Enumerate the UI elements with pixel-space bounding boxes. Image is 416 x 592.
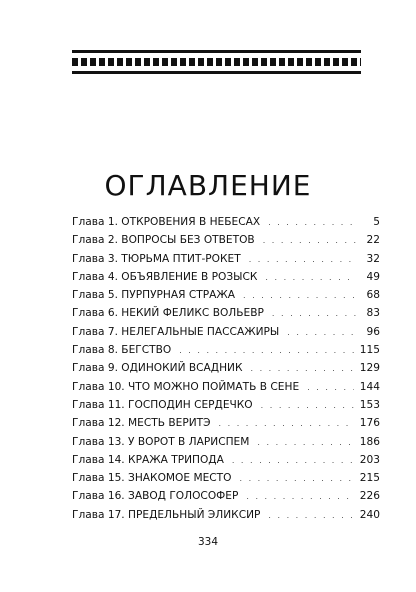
toc-entry-title: Глава 8. БЕГСТВО xyxy=(72,344,172,357)
toc-entry-title: Глава 16. ЗАВОД ГОЛОСОФЕР xyxy=(72,490,239,503)
toc-dot-leader xyxy=(263,236,356,245)
toc-entry-page: 215 xyxy=(359,472,380,485)
toc-entry[interactable] xyxy=(72,326,380,344)
toc-entry-title: Глава 9. ОДИНОКИЙ ВСАДНИК xyxy=(72,362,243,375)
toc-dot-leader xyxy=(249,255,356,264)
toc-dot-leader xyxy=(257,438,353,447)
toc-entry-page: 32 xyxy=(366,252,380,265)
toc-entry-page: 115 xyxy=(359,344,380,357)
toc-entry-title: Глава 15. ЗНАКОМОЕ МЕСТО xyxy=(72,472,232,485)
toc-entry-page: 5 xyxy=(373,216,380,228)
toc-entry[interactable] xyxy=(72,289,380,307)
toc-entry-page: 129 xyxy=(359,362,380,375)
toc-entry-page: 226 xyxy=(359,490,380,503)
toc-dot-leader xyxy=(268,511,353,520)
toc-entry-page: 176 xyxy=(359,417,380,430)
toc-entry-title: Глава 12. МЕСТЬ ВЕРИТЭ xyxy=(72,417,211,430)
border-line-top xyxy=(72,50,361,53)
page-number: 334 xyxy=(197,536,219,548)
toc-entry[interactable] xyxy=(72,307,380,325)
toc-entry[interactable] xyxy=(72,436,380,454)
toc-dot-leader xyxy=(287,328,356,337)
toc-dot-leader xyxy=(219,419,354,428)
toc-entry[interactable] xyxy=(72,399,380,417)
toc-entry-title: Глава 1. ОТКРОВЕНИЯ В НЕБЕСАХ xyxy=(72,216,261,228)
toc-entry-title: Глава 4. ОБЪЯВЛЕНИЕ В РОЗЫСК xyxy=(72,270,258,283)
toc-dot-leader xyxy=(261,401,354,410)
toc-entry-title: Глава 14. КРАЖА ТРИПОДА xyxy=(72,453,224,466)
toc-entry[interactable] xyxy=(72,362,380,380)
toc-entry-title: Глава 17. ПРЕДЕЛЬНЫЙ ЭЛИКСИР xyxy=(72,508,261,521)
toc-entry-page: 22 xyxy=(366,234,380,247)
toc-entry[interactable] xyxy=(72,381,380,399)
toc-entry-page: 83 xyxy=(366,307,380,320)
decorative-border xyxy=(72,50,361,74)
toc-entry[interactable] xyxy=(72,509,380,527)
toc-entry-title: Глава 6. НЕКИЙ ФЕЛИКС ВОЛЬЕВР xyxy=(72,307,264,320)
toc-dot-leader xyxy=(268,218,356,227)
toc-dot-leader xyxy=(307,383,354,392)
toc-entry[interactable] xyxy=(72,216,380,234)
toc-entry[interactable] xyxy=(72,454,380,472)
toc-entry[interactable] xyxy=(72,234,380,252)
toc-entry-page: 153 xyxy=(359,398,380,411)
toc-entry[interactable] xyxy=(72,417,380,435)
toc-entry-title: Глава 10. ЧТО МОЖНО ПОЙМАТЬ В СЕНЕ xyxy=(72,380,300,393)
page-title: ОГЛАВЛЕНИЕ xyxy=(104,168,312,202)
toc-entry-title: Глава 5. ПУРПУРНАЯ СТРАЖА xyxy=(72,289,236,302)
toc-entry[interactable] xyxy=(72,271,380,289)
toc-entry-page: 49 xyxy=(366,270,380,283)
toc-entry-title: Глава 13. У ВОРОТ В ЛАРИСПЕМ xyxy=(72,435,250,448)
border-line-bottom xyxy=(72,71,361,74)
toc-dot-leader xyxy=(265,273,356,282)
toc-dot-leader xyxy=(232,456,354,465)
toc-dot-leader xyxy=(246,492,353,501)
toc-dot-leader xyxy=(250,364,353,373)
toc-dot-leader xyxy=(243,291,356,300)
border-pattern xyxy=(72,58,361,66)
toc-entry-page: 96 xyxy=(366,325,380,338)
toc-entry-page: 68 xyxy=(366,289,380,302)
toc-entry[interactable] xyxy=(72,344,380,362)
toc-entry-title: Глава 2. ВОПРОСЫ БЕЗ ОТВЕТОВ xyxy=(72,234,255,247)
toc-dot-leader xyxy=(240,474,354,483)
toc-entry-page: 144 xyxy=(359,380,380,393)
table-of-contents xyxy=(72,216,380,527)
toc-dot-leader xyxy=(179,346,354,355)
toc-entry[interactable] xyxy=(72,253,380,271)
toc-entry-page: 203 xyxy=(359,453,380,466)
toc-entry-page: 186 xyxy=(359,435,380,448)
toc-entry[interactable] xyxy=(72,472,380,490)
toc-dot-leader xyxy=(272,309,356,318)
toc-entry-title: Глава 7. НЕЛЕГАЛЬНЫЕ ПАССАЖИРЫ xyxy=(72,325,280,338)
toc-entry-title: Глава 11. ГОСПОДИН СЕРДЕЧКО xyxy=(72,398,253,411)
toc-entry[interactable] xyxy=(72,490,380,508)
toc-entry-title: Глава 3. ТЮРЬМА ПТИТ-РОКЕТ xyxy=(72,252,241,265)
toc-entry-page: 240 xyxy=(359,508,380,521)
